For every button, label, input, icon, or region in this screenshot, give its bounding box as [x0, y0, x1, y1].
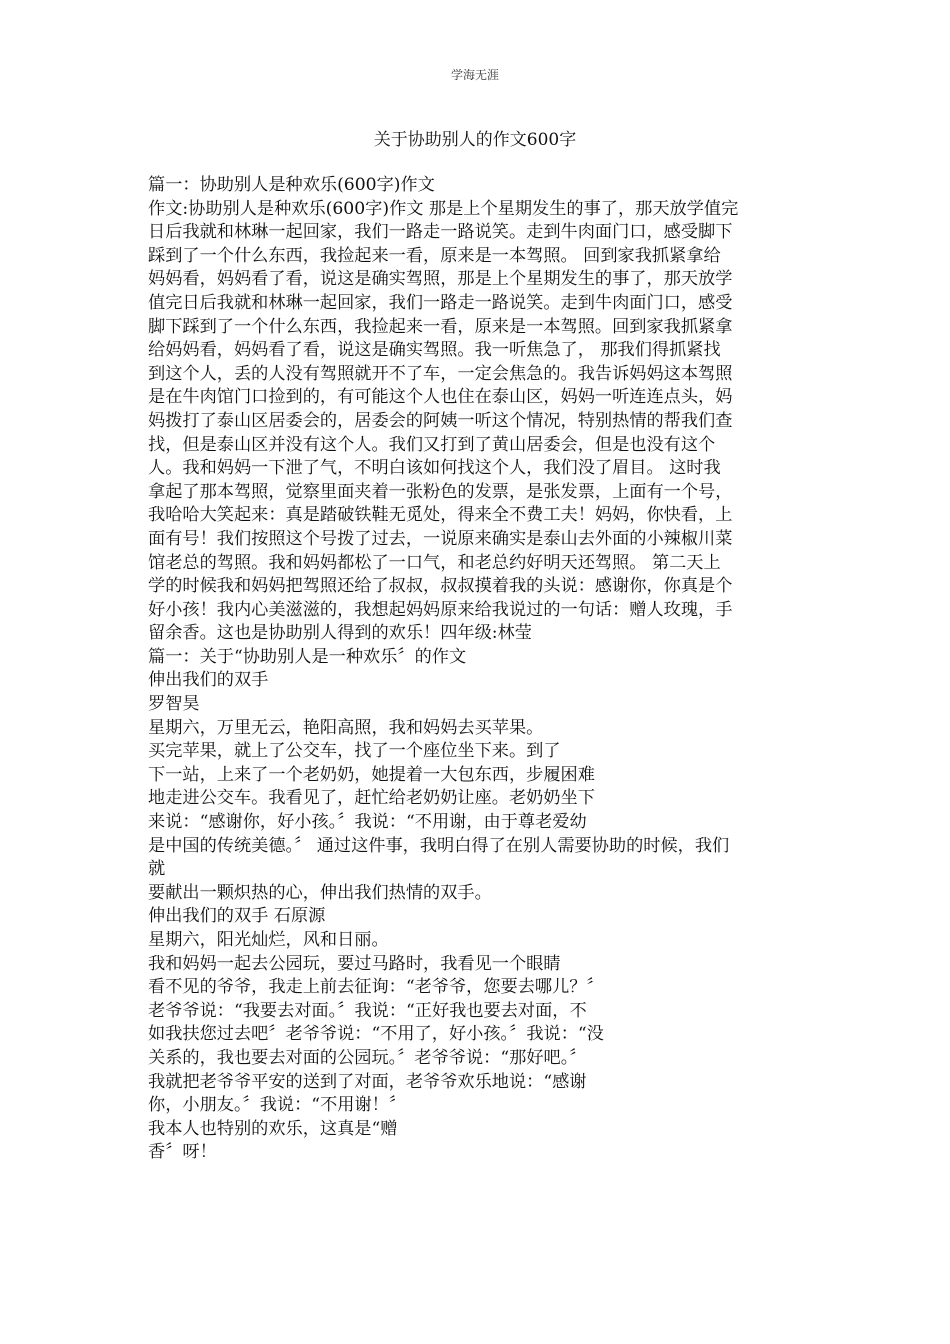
text-line: 我哈哈大笑起来：真是踏破铁鞋无觅处，得来全不费工夫！妈妈，你快看，上 [148, 505, 733, 526]
text-line: 找，但是泰山区并没有这个人。我们又打到了黄山居委会，但是也没有这个 [148, 434, 716, 455]
text-line: 到这个人，丢的人没有驾照就开不了车，一定会焦急的。我告诉妈妈这本驾照 [148, 363, 733, 384]
text-line: 人。我和妈妈一下泄了气，不明白该如何找这个人，我们没了眉目。 这时我 [148, 458, 721, 479]
text-line: 星期六，万里无云，艳阳高照，我和妈妈去买苹果。 [148, 717, 544, 738]
text-line: 伸出我们的双手 [148, 670, 269, 691]
text-line: 馆老总的驾照。我和妈妈都松了一口气，和老总约好明天还驾照。 第二天上 [148, 552, 721, 573]
text-line: 伸出我们的双手 石原源 [148, 906, 326, 927]
text-line: 拿起了那本驾照，觉察里面夹着一张粉色的发票，是张发票，上面有一个号， [148, 481, 733, 502]
text-line: 篇一：协助别人是种欢乐(600字)作文 [148, 175, 435, 195]
text-line: 要献出一颗炽热的心，伸出我们热情的双手。 [148, 882, 492, 903]
text-line: 你，小朋友。〞我说：“不用谢！〞 [148, 1095, 407, 1116]
text-line: 脚下踩到了一个什么东西，我捡起来一看，原来是一本驾照。回到家我抓紧拿 [148, 316, 733, 337]
section-heading: 篇一：关于“协助别人是一种欢乐〞的作文 [148, 646, 467, 667]
text-line: 给妈妈看，妈妈看了看，说这是确实驾照。我一听焦急了， 那我们得抓紧找 [148, 340, 721, 361]
text-line: 好小孩！我内心美滋滋的，我想起妈妈原来给我说过的一句话：赠人玫瑰，手 [148, 599, 733, 620]
text-line: 踩到了一个什么东西，我捡起来一看，原来是一本驾照。 回到家我抓紧拿给 [148, 245, 721, 266]
text-line: 关系的，我也要去对面的公园玩。〞老爷爷说：“那好吧。〞 [148, 1047, 587, 1068]
text-line: 留余香。这也是协助别人得到的欢乐！四年级:林莹 [148, 623, 532, 644]
text-line: 香〞呀！ [148, 1142, 217, 1163]
text-line: 买完苹果，就上了公交车，找了一个座位坐下来。到了 [148, 741, 561, 762]
text-line: 如我扶您过去吧〞老爷爷说：“不用了，好小孩。〞我说：“没 [148, 1024, 604, 1045]
document-title: 关于协助别人的作文600字 [373, 130, 577, 150]
text-line: 看不见的爷爷，我走上前去征询：“老爷爷，您要去哪儿？〞 [148, 977, 604, 998]
text-line: 我和妈妈一起去公园玩，要过马路时，我看见一个眼睛 [148, 953, 561, 974]
text-line: 面有号！我们按照这个号拨了过去，一说原来确实是泰山去外面的小辣椒川菜 [148, 528, 733, 549]
text-line: 是在牛肉馆门口捡到的，有可能这个人也住在泰山区，妈妈一听连连点头，妈 [148, 387, 733, 408]
text-line: 我本人也特别的欢乐，这真是“赠 [148, 1118, 398, 1139]
text-line: 地走进公交车。我看见了，赶忙给老奶奶让座。老奶奶坐下 [148, 788, 595, 809]
text-line: 值完日后我就和林琳一起回家，我们一路走一路说笑。走到牛肉面门口，感受 [148, 292, 733, 313]
text-line: 我就把老爷爷平安的送到了对面，老爷爷欢乐地说：“感谢 [148, 1071, 587, 1092]
text-line: 是中国的传统美德。〞 通过这件事，我明白得了在别人需要协助的时候，我们 [148, 835, 730, 856]
text-line: 妈妈看，妈妈看了看，说这是确实驾照，那是上个星期发生的事了，那天放学 [148, 269, 733, 290]
page-header: 学海无涯 [450, 68, 499, 82]
text-line: 妈拨打了泰山区居委会的，居委会的阿姨一听这个情况，特别热情的帮我们查 [148, 410, 733, 431]
text-line: 作文:协助别人是种欢乐(600字)作文 那是上个星期发生的事了，那天放学值完 [148, 198, 739, 219]
text-line: 日后我就和林琳一起回家，我们一路走一路说笑。走到牛肉面门口，感受脚下 [148, 222, 733, 243]
text-line: 就 [148, 859, 166, 880]
document-body [148, 174, 808, 1165]
text-line: 学的时候我和妈妈把驾照还给了叔叔，叔叔摸着我的头说：感谢你，你真是个 [148, 576, 733, 597]
text-line: 来说：“感谢你，好小孩。〞我说：“不用谢，由于尊老爱幼 [148, 812, 587, 833]
text-line: 星期六，阳光灿烂，风和日丽。 [148, 930, 389, 950]
text-line: 老爷爷说：“我要去对面。〞我说：“正好我也要去对面，不 [148, 1000, 587, 1021]
text-line: 罗智昊 [148, 694, 200, 715]
text-line: 下一站，上来了一个老奶奶，她提着一大包东西，步履困难 [148, 764, 595, 785]
